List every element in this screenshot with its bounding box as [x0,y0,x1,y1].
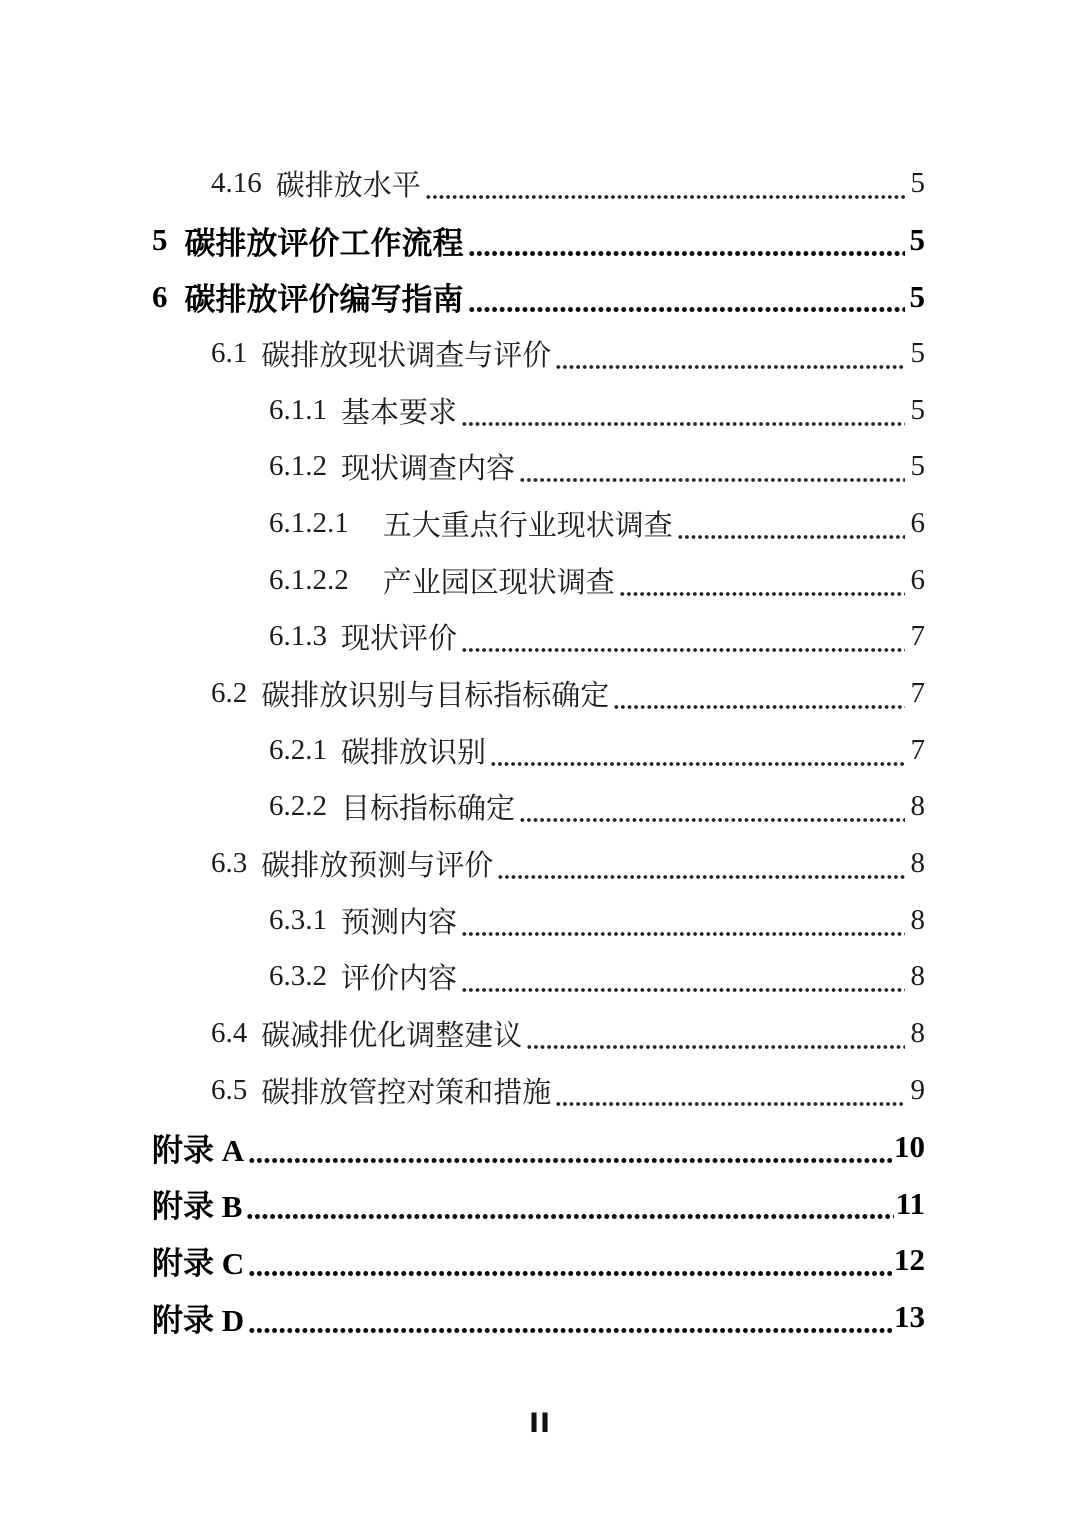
toc-entry-number: 附录 D [152,1302,245,1338]
toc-entry-page: 12 [894,1242,925,1278]
toc-entry-title: 评价内容 [341,963,458,996]
dot-leader [519,456,905,483]
dot-leader [468,286,906,313]
toc-entry-title: 碳排放识别 [341,736,487,769]
toc-entry-title: 现状评价 [341,623,458,656]
toc-entry-page: 5 [910,166,925,199]
toc-entry-title: 预测内容 [341,906,458,939]
toc-entry-page: 8 [910,903,925,936]
toc-entry-page: 8 [910,1017,925,1050]
dot-leader [246,1193,893,1220]
toc-entry-page: 6 [910,506,925,539]
toc-entry [152,1005,925,1062]
dot-leader [248,1137,892,1164]
toc-entry-page: 5 [910,393,925,426]
toc-entry [152,892,925,949]
toc-entry-number: 6.5 [211,1073,248,1106]
toc-entry [152,1175,925,1232]
toc-entry-number: 6.3.2 [269,960,327,993]
toc-entry-page: 11 [895,1185,925,1221]
toc-entry-title: 五大重点行业现状调查 [382,509,673,542]
toc-entry-number: 6.2.2 [269,790,327,823]
toc-entry-number: 6.1.3 [269,620,327,653]
toc-entry-number: 6.2 [211,677,248,710]
toc-entry-number: 5 [152,222,168,258]
toc-entry-page: 7 [910,733,925,766]
toc-entry-page: 13 [894,1299,925,1335]
toc-entry [152,1062,925,1119]
toc-entry-page: 8 [910,790,925,823]
toc-entry [152,382,925,439]
dot-leader [619,570,905,597]
dot-leader [248,1250,892,1277]
toc-entry-title: 碳排放评价工作流程 [184,225,464,261]
toc-entry [152,438,925,495]
dot-leader [490,740,905,767]
toc-entry-number: 4.16 [211,166,262,199]
toc-entry [152,495,925,552]
toc-entry-title: 碳排放管控对策和措施 [261,1076,552,1109]
dot-leader [461,626,905,653]
toc-entry-title: 碳排放水平 [275,169,421,202]
dot-leader [461,910,905,937]
toc-entry-number: 附录 B [152,1189,243,1225]
toc-entry-page: 10 [894,1129,925,1165]
dot-leader [526,1023,905,1050]
toc-entry [152,155,925,212]
toc-entry [152,268,925,325]
dot-leader [677,513,905,540]
dot-leader [461,966,905,993]
toc-entry-number: 6.4 [211,1017,248,1050]
toc-entry-number: 附录 C [152,1245,245,1281]
toc-entry-title: 目标指标确定 [341,793,516,826]
toc-entry [152,779,925,836]
toc-entry [152,212,925,269]
toc-entry-number: 6.2.1 [269,733,327,766]
toc-entry-page: 7 [910,620,925,653]
toc-entry-page: 5 [909,278,925,314]
toc-entry [152,1119,925,1176]
toc-entry-page: 8 [910,847,925,880]
toc-entry-number: 附录 A [152,1132,245,1168]
toc-entry-title: 碳排放预测与评价 [261,850,494,883]
toc-list [152,155,925,1345]
toc-entry [152,835,925,892]
toc-entry [152,325,925,382]
dot-leader [248,1307,892,1334]
toc-entry-title: 产业园区现状调查 [382,566,615,599]
toc-entry [152,949,925,1006]
toc-entry-title: 现状调查内容 [341,453,516,486]
toc-entry [152,1232,925,1289]
toc-entry-number: 6.1.2.1 [269,506,349,539]
toc-entry-page: 7 [910,677,925,710]
toc-entry [152,609,925,666]
dot-leader [613,683,905,710]
toc-entry-number: 6.1.2.2 [269,563,349,596]
toc-entry-title: 基本要求 [341,396,458,429]
toc-entry-page: 5 [910,450,925,483]
dot-leader [555,1080,905,1107]
toc-entry-title: 碳排放评价编写指南 [184,282,464,318]
toc-entry [152,665,925,722]
toc-entry [152,552,925,609]
dot-leader [468,230,906,257]
toc-entry-page: 8 [910,960,925,993]
toc-entry [152,722,925,779]
toc-entry [152,1289,925,1346]
toc-entry-page: 5 [909,222,925,258]
toc-entry-number: 6.1.1 [269,393,327,426]
toc-entry-number: 6 [152,278,168,314]
toc-entry-page: 6 [910,563,925,596]
toc-entry-number: 6.1.2 [269,450,327,483]
toc-entry-number: 6.1 [211,336,248,369]
dot-leader [555,343,905,370]
toc-entry-title: 碳排放现状调查与评价 [261,339,552,372]
page-footer-number: II [528,1408,552,1439]
toc-entry-number: 6.3 [211,847,248,880]
dot-leader [461,400,905,427]
dot-leader [497,853,905,880]
dot-leader [519,796,905,823]
toc-entry-number: 6.3.1 [269,903,327,936]
dot-leader [425,173,905,200]
toc-entry-page: 5 [910,336,925,369]
toc-entry-page: 9 [910,1073,925,1106]
toc-entry-title: 碳排放识别与目标指标确定 [261,680,610,713]
toc-entry-title: 碳减排优化调整建议 [261,1020,523,1053]
